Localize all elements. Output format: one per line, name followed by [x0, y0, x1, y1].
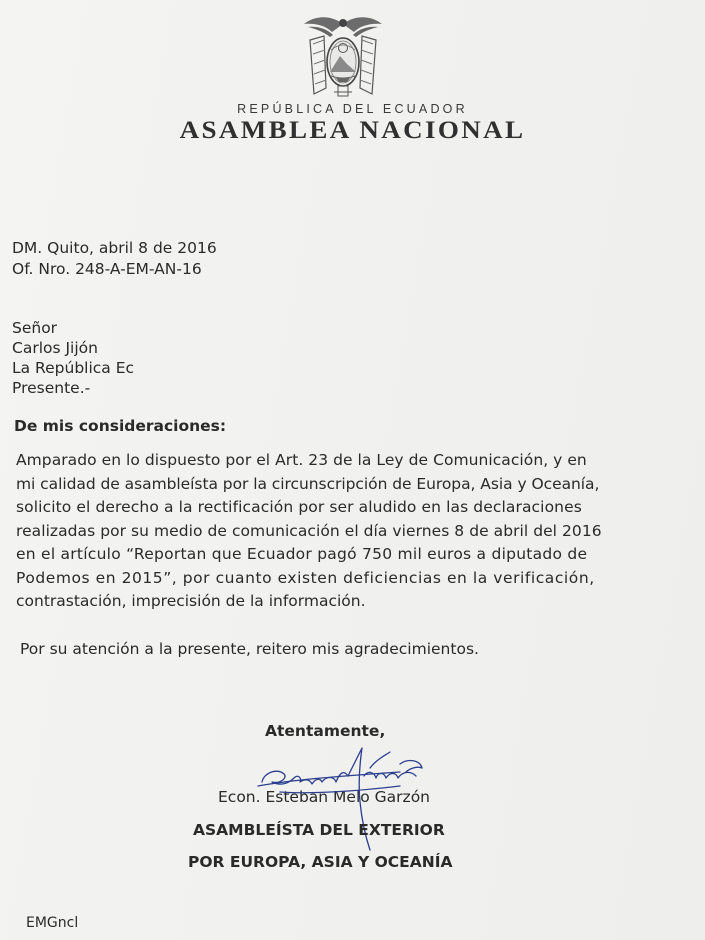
office-number: Of. Nro. 248-A-EM-AN-16	[12, 260, 202, 278]
recipient-presente: Presente.-	[12, 379, 91, 397]
body-paragraph	[16, 449, 602, 614]
body-line: realizadas por su medio de comunicación el día viernes 8 de abril del 2016	[16, 521, 602, 540]
footer-initials: EMGncl	[26, 915, 79, 931]
body-line: contrastación, imprecisión de la información.	[16, 592, 366, 610]
sign-off: Atentamente,	[265, 722, 386, 740]
signer-title-line1: ASAMBLEÍSTA DEL EXTERIOR	[193, 821, 445, 839]
country-heading: REPÚBLICA DEL ECUADOR	[237, 102, 468, 116]
coat-of-arms-icon	[300, 10, 386, 102]
body-line: Podemos en 2015”, por cuanto existen deficiencias en la verificación,	[16, 568, 595, 587]
body-line: mi calidad de asambleísta por la circunscripción de Europa, Asia y Oceanía,	[16, 474, 600, 493]
body-line: solicito el derecho a la rectificación por ser aludido en las declaraciones	[16, 498, 582, 516]
recipient-organization: La República Ec	[12, 359, 135, 377]
body-line: en el artículo “Reportan que Ecuador pagó 750 mil euros a diputado de	[16, 545, 588, 563]
institution-heading: ASAMBLEA NACIONAL	[179, 117, 526, 144]
greeting: De mis consideraciones:	[14, 417, 227, 435]
recipient-salutation: Señor	[12, 319, 58, 337]
signer-title-line2: POR EUROPA, ASIA Y OCEANÍA	[188, 853, 453, 871]
body-line: Amparado en lo dispuesto por el Art. 23 de la Ley de Comunicación, y en	[16, 451, 587, 469]
signer-name: Econ. Esteban Melo Garzón	[218, 788, 430, 806]
closing-line: Por su atención a la presente, reitero mis agradecimientos.	[20, 640, 479, 658]
date-line: DM. Quito, abril 8 de 2016	[12, 239, 217, 257]
recipient-name: Carlos Jijón	[12, 339, 98, 357]
